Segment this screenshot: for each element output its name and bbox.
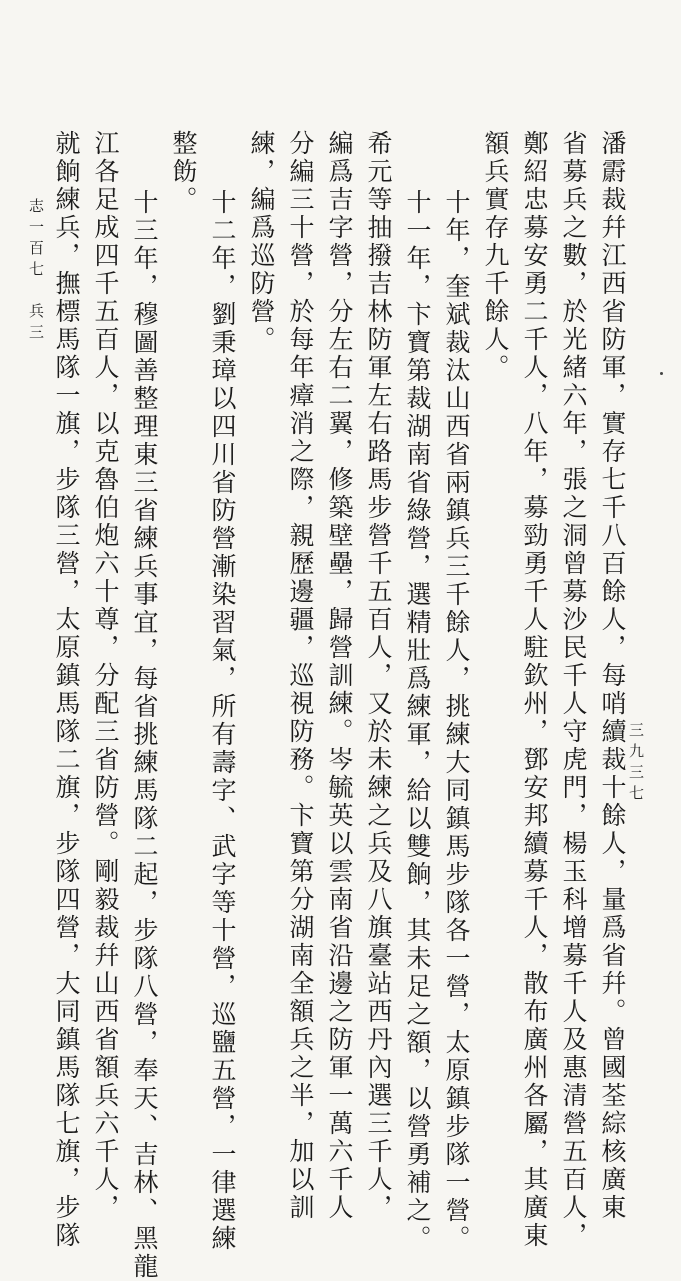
text-column-8: 編爲吉字營，分左右二翼，修築壁壘，歸營訓練。岑毓英以雲南省沿邊之防軍一萬六千人 — [325, 130, 354, 1222]
text-column-14: 江各足成四千五百人，以克魯伯炮六十尊，分配三省防營。剛毅裁幷山西省額兵六千人， — [91, 130, 120, 1222]
text-column-6: 十一年，卞寶第裁湖南省綠營，選精壯爲練軍，給以雙餉，其未足之額，以營勇補之。 — [403, 189, 432, 1253]
margin-mark — [660, 372, 663, 375]
text-column-3: 鄭紹忠募安勇二千人，八年，募勁勇千人駐欽州，鄧安邦續募千人，散布廣州各屬，其廣東 — [520, 130, 549, 1250]
text-column-10: 練，編爲巡防營。 — [247, 130, 276, 354]
text-column-9: 分編三十營，於每年瘴消之際，親歷邊疆，巡視防務。卞寶第分湖南全額兵之半，加以訓 — [286, 130, 315, 1222]
text-column-11: 十二年，劉秉璋以四川省防營漸染習氣，所有壽字、武字等十營，巡鹽五營，一律選練 — [208, 189, 237, 1253]
text-column-4: 額兵實存九千餘人。 — [481, 130, 510, 382]
text-column-13: 十三年，穆圖善整理東三省練兵事宜，每省挑練馬隊二起，步隊八營，奉天、吉林、黑龍 — [130, 189, 159, 1281]
text-column-5: 十年，奎斌裁汰山西省兩鎮兵三千餘人，挑練大同鎮馬步隊各一營，太原鎮步隊一營。 — [442, 189, 471, 1253]
text-column-1: 潘霨裁幷江西省防軍，實存七千八百餘人，每哨續裁十餘人，量爲省幷。曾國荃綜核廣東 — [598, 130, 627, 1222]
text-column-15: 就餉練兵，撫標馬隊一旗，步隊三營，太原鎮馬隊二旗，步隊四營，大同鎮馬隊七旗，步隊 — [52, 130, 81, 1250]
text-column-7: 希元等抽撥吉林防軍左右路馬步營千五百人，又於未練之兵及八旗臺站西丹內選三千人， — [364, 130, 393, 1222]
text-column-2: 省募兵之數，於光緒六年，張之洞曾募沙民千人守虎門，楊玉科增募千人及惠清營五百人， — [559, 130, 588, 1250]
footer-chapter: 志一百七 兵三 — [27, 198, 45, 345]
text-column-12: 整飭。 — [169, 130, 198, 214]
footer-page-number: 三九三七 — [627, 722, 645, 806]
